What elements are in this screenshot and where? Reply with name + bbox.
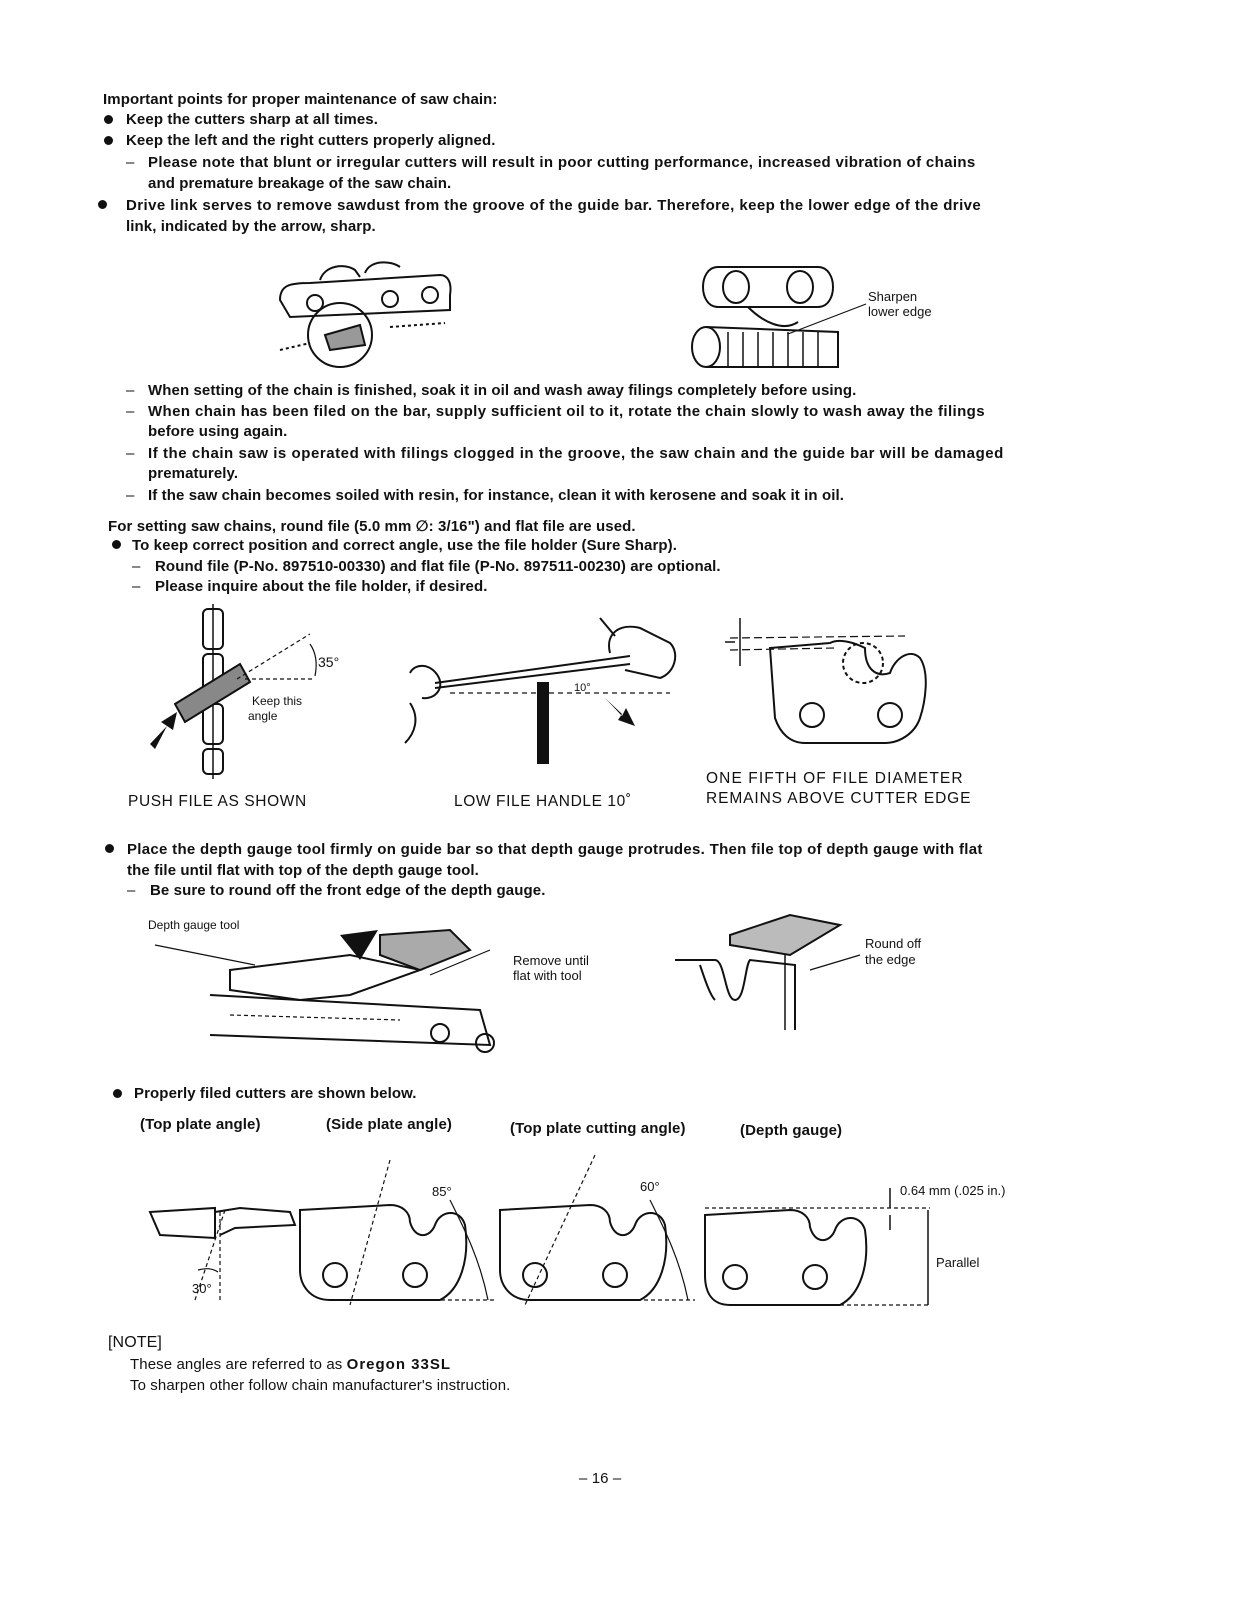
- note-heading: [NOTE]: [108, 1334, 162, 1351]
- sharpen-label-1: Sharpen: [868, 289, 918, 304]
- note-clogged-line2: prematurely.: [148, 465, 239, 482]
- note-soak: When setting of the chain is finished, soak it in oil and wash away filings completely before using.: [148, 382, 857, 399]
- depth-gauge-tool-figure: [150, 915, 500, 1060]
- depth-gauge-line1: Place the depth gauge tool firmly on guide bar so that depth gauge protrudes. Then file top of depth gauge with flat: [127, 841, 983, 858]
- depth-measurement: 0.64 mm (.025 in.): [900, 1183, 1006, 1198]
- round-label-1: Round off: [865, 936, 922, 951]
- dash-marker: –: [126, 487, 135, 504]
- push-angle-label: 35°: [318, 654, 340, 670]
- cutter-angles-figure: [140, 1150, 960, 1310]
- low-angle-label: 10°: [574, 682, 591, 694]
- depth-gauge-sub: Be sure to round off the front edge of the depth gauge.: [150, 882, 546, 899]
- remove-label-1: Remove until: [513, 953, 589, 968]
- parallel-label: Parallel: [936, 1255, 980, 1270]
- drive-link-line2: link, indicated by the arrow, sharp.: [126, 218, 376, 235]
- angle-60: 60°: [640, 1179, 660, 1194]
- bullet-dot: [105, 844, 114, 853]
- bullet-dot: [104, 136, 113, 145]
- dash-marker: –: [132, 558, 141, 575]
- angle-30: 30°: [192, 1281, 212, 1296]
- round-label-2: the edge: [865, 952, 916, 967]
- keep-label-2: angle: [248, 709, 278, 723]
- blunt-note-line1: Please note that blunt or irregular cutters will result in poor cutting performance, increased vibration of chains: [148, 154, 976, 171]
- dash-marker: –: [126, 154, 135, 171]
- remove-label-2: flat with tool: [513, 968, 582, 983]
- properly-filed-text: Properly filed cutters are shown below.: [134, 1085, 417, 1102]
- note-line1-text: These angles are referred to as: [130, 1356, 343, 1373]
- label-top-plate-angle: (Top plate angle): [140, 1116, 261, 1133]
- drive-link-line1: Drive link serves to remove sawdust from the groove of the guide bar. Therefore, keep the lower edge of the drive: [126, 197, 982, 214]
- note-line1: [130, 1355, 451, 1375]
- depth-gauge-line2: the file until flat with top of the depth gauge tool.: [127, 862, 479, 879]
- fifth-caption-2: REMAINS ABOVE CUTTER EDGE: [706, 790, 972, 807]
- dash-marker: –: [126, 445, 135, 462]
- bullet-dot: [112, 540, 121, 549]
- label-depth-gauge: (Depth gauge): [740, 1122, 843, 1139]
- blunt-note-line2: and premature breakage of the saw chain.: [148, 175, 452, 192]
- file-sub-2: Please inquire about the file holder, if desired.: [155, 578, 488, 595]
- note-clogged-line1: If the chain saw is operated with filings clogged in the groove, the saw chain and the guide bar will be damaged: [148, 445, 1004, 462]
- page-number: – 16 –: [579, 1470, 622, 1487]
- note-brand: Oregon 33SL: [346, 1356, 452, 1373]
- fifth-caption-1: ONE FIFTH OF FILE DIAMETER: [706, 770, 964, 787]
- file-holder-text: To keep correct position and correct angle, use the file holder (Sure Sharp).: [132, 537, 678, 554]
- angle-85: 85°: [432, 1184, 452, 1199]
- round-off-edge-figure: [670, 910, 870, 1035]
- depth-tool-label: Depth gauge tool: [148, 918, 240, 932]
- push-file-figure: [145, 604, 345, 779]
- files-intro: For setting saw chains, round file (5.0 mm ∅: 3/16") and flat file are used.: [108, 518, 636, 535]
- note-line2: To sharpen other follow chain manufacturer's instruction.: [130, 1377, 511, 1394]
- note-filed-line1: When chain has been filed on the bar, supply sufficient oil to it, rotate the chain slowly to wash away the filings: [148, 403, 985, 420]
- file-sub-1: Round file (P-No. 897510-00330) and flat file (P-No. 897511-00230) are optional.: [155, 558, 721, 575]
- bullet-sharp: Keep the cutters sharp at all times.: [126, 111, 379, 128]
- sharpen-label-2: lower edge: [868, 304, 932, 319]
- push-file-caption: PUSH FILE AS SHOWN: [128, 793, 307, 810]
- file-diameter-figure: [715, 618, 935, 753]
- low-file-handle-figure: [400, 608, 680, 763]
- label-top-plate-cutting-angle: (Top plate cutting angle): [510, 1120, 686, 1137]
- drive-link-sharpen-figure: [688, 262, 848, 372]
- chain-drive-link-figure: [270, 255, 460, 375]
- bullet-dot: [98, 200, 107, 209]
- bullet-dot: [104, 115, 113, 124]
- dash-marker: –: [126, 382, 135, 399]
- note-filed-line2: before using again.: [148, 423, 288, 440]
- dash-marker: –: [126, 403, 135, 420]
- dash-marker: –: [132, 578, 141, 595]
- bullet-aligned: Keep the left and the right cutters properly aligned.: [126, 132, 496, 149]
- note-resin: If the saw chain becomes soiled with resin, for instance, clean it with kerosene and soak it in oil.: [148, 487, 845, 504]
- low-file-caption: LOW FILE HANDLE 10˚: [454, 793, 632, 810]
- keep-label-1: Keep this: [252, 694, 303, 708]
- intro-heading: Important points for proper maintenance of saw chain:: [103, 91, 498, 108]
- dash-marker: –: [127, 882, 136, 899]
- bullet-dot: [113, 1089, 122, 1098]
- label-side-plate-angle: (Side plate angle): [326, 1116, 452, 1133]
